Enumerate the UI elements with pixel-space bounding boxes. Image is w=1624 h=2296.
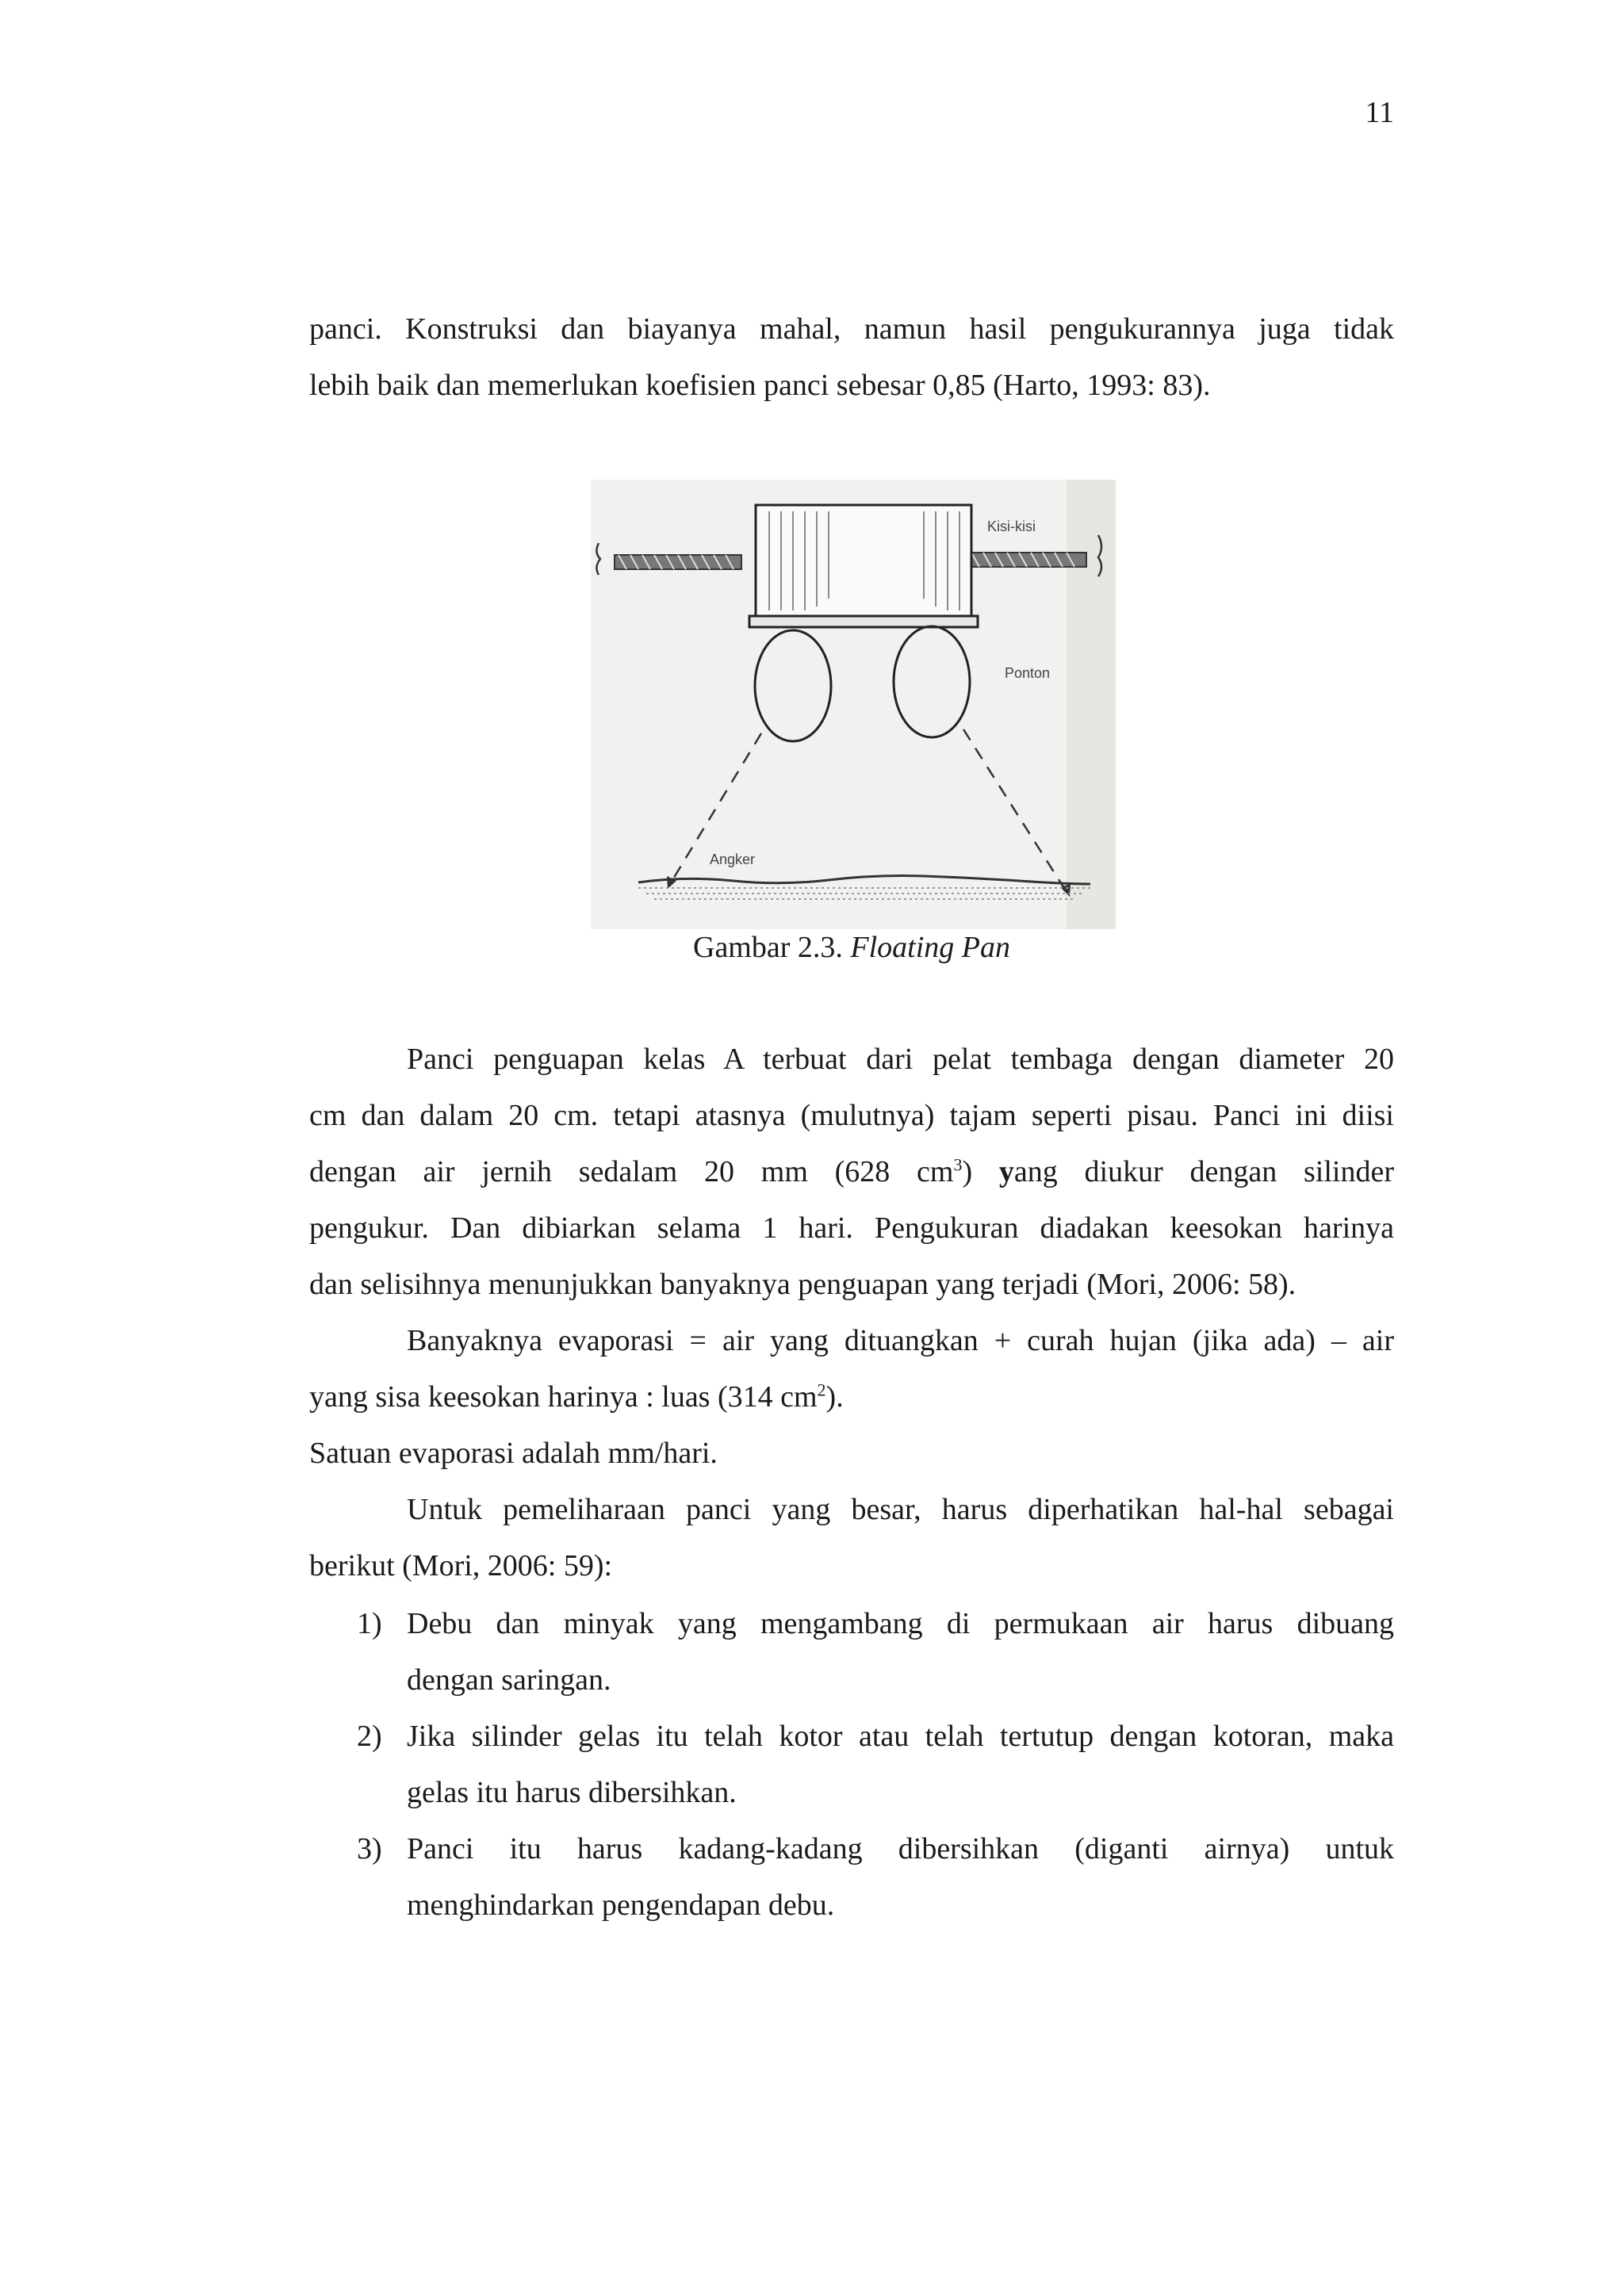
p1-line-1: Panci penguapan kelas A terbuat dari pelat tembaga dengan diameter 20 (407, 1043, 1394, 1076)
list-line: Debu dan minyak yang mengambang di permukaan air harus dibuang (407, 1607, 1394, 1640)
label-angker: Angker (710, 851, 756, 867)
p1-line-3-a: dengan air jernih sedalam 20 mm (628 cm (309, 1155, 954, 1188)
caption-prefix: Gambar 2.3. (693, 931, 851, 964)
figure-caption (309, 924, 1394, 971)
p2-line-2-b: ). (825, 1380, 844, 1414)
p1-sup-3: 3 (953, 1154, 963, 1175)
intro-paragraph (309, 301, 1394, 414)
list-line: menghindarkan pengendapan debu. (407, 1888, 835, 1922)
p1-line-2: cm dan dalam 20 cm. tetapi atasnya (mulutnya) tajam seperti pisau. Panci ini diisi (309, 1099, 1394, 1132)
floating-pan-diagram (591, 480, 1116, 929)
p2-line-2 (309, 1369, 1394, 1425)
p1-line-5: dan selisihnya menunjukkan banyaknya penguapan yang terjadi (Mori, 2006: 58). (309, 1268, 1297, 1301)
p4-line-1: Untuk pemeliharaan panci yang besar, harus diperhatikan hal-hal sebagai (407, 1493, 1394, 1526)
list-line: Panci itu harus kadang-kadang dibersihkan (diganti airnya) untuk (407, 1832, 1394, 1866)
page-number: 11 (1365, 96, 1394, 129)
list-number: 1) (357, 1607, 382, 1640)
paragraph-satuan: Satuan evaporasi adalah mm/hari. (309, 1437, 718, 1470)
p1-line-3-b: ) (962, 1155, 999, 1188)
list-number: 3) (357, 1832, 382, 1866)
p2-line-2-a: yang sisa keesokan harinya : luas (314 cm (309, 1380, 818, 1414)
paragraph-pemeliharaan (309, 1482, 1394, 1594)
p2-line-1: Banyaknya evaporasi = air yang dituangkan + curah hujan (jika ada) – air (407, 1324, 1394, 1357)
intro-line-2: lebih baik dan memerlukan koefisien panci sebesar 0,85 (Harto, 1993: 83). (309, 369, 1211, 402)
intro-line-1: panci. Konstruksi dan biayanya mahal, namun hasil pengukurannya juga tidak (309, 312, 1394, 346)
list-line: dengan saringan. (407, 1663, 611, 1697)
p1-line-3 (309, 1144, 1394, 1200)
p1-line-3-bold: y (998, 1155, 1014, 1188)
p2-sup: 2 (817, 1380, 826, 1400)
list-line: Jika silinder gelas itu telah kotor atau telah tertutup dengan kotoran, maka (407, 1720, 1394, 1753)
label-kisi-kisi: Kisi-kisi (987, 519, 1036, 534)
p1-line-3-c: ang diukur dengan silinder (1013, 1155, 1394, 1188)
caption-italic: Floating Pan (850, 931, 1010, 964)
label-ponton: Ponton (1005, 665, 1051, 681)
list-number: 2) (357, 1720, 382, 1753)
floating-pan-figure (591, 480, 1116, 929)
p1-line-4: pengukur. Dan dibiarkan selama 1 hari. Pengukuran diadakan keesokan harinya (309, 1211, 1394, 1245)
paragraph-evaporasi (309, 1313, 1394, 1425)
paragraph-panci-kelas-a (309, 1031, 1394, 1313)
list-line: gelas itu harus dibersihkan. (407, 1776, 737, 1809)
p4-line-2: berikut (Mori, 2006: 59): (309, 1549, 613, 1582)
